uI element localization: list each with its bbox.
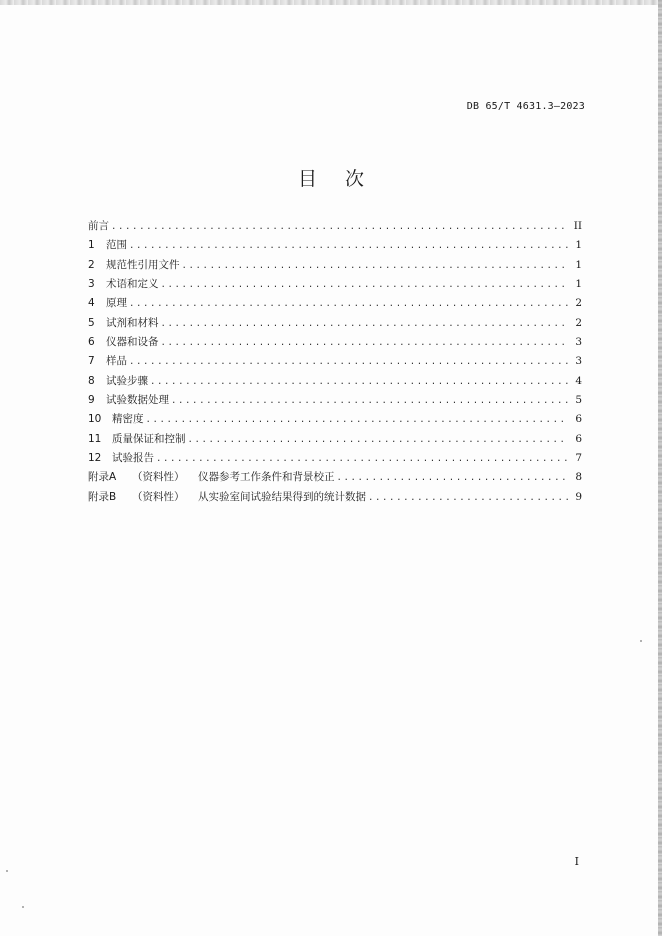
dot-leader (368, 493, 568, 503)
appendix-prefix: 附录A (88, 471, 117, 484)
scan-edge-right (658, 0, 662, 936)
appendix-prefix: 附录B (88, 490, 117, 503)
toc-entry-7[interactable] (88, 353, 582, 372)
toc-entry-number: 9 (88, 394, 95, 407)
toc-entry-page: 2 (575, 297, 582, 310)
toc-entry-label: 术语和定义 (106, 278, 159, 291)
toc-entry-5[interactable] (88, 315, 582, 334)
toc-entry-number: 7 (88, 355, 95, 368)
toc-entry-number: 2 (88, 258, 95, 271)
toc-entry-appendix-b[interactable] (88, 489, 582, 508)
toc-entry-8[interactable] (88, 373, 582, 392)
document-code: DB 65/T 4631.3—2023 (466, 101, 585, 112)
toc-entry-11[interactable] (88, 431, 582, 450)
toc-entry-4[interactable] (88, 295, 582, 314)
toc-entry-page: 8 (575, 471, 582, 484)
toc-entry-label: 试验步骤 (106, 374, 148, 387)
toc-entry-label: 样品 (106, 355, 127, 368)
toc-title: 目次 (297, 168, 392, 190)
toc-entry-page: 2 (575, 316, 582, 329)
toc-entry-page: 1 (575, 278, 582, 291)
appendix-heading (88, 469, 198, 484)
dot-leader (129, 241, 568, 251)
dot-leader (337, 473, 569, 483)
toc-entry-label: 试验数据处理 (106, 394, 169, 407)
toc-entry-number: 1 (88, 239, 95, 252)
toc-entry-number: 8 (88, 374, 95, 387)
dot-leader (146, 415, 569, 425)
toc-entry-label: 试剂和材料 (106, 316, 159, 329)
toc-entry-label: 规范性引用文件 (106, 258, 180, 271)
dot-leader (156, 454, 568, 464)
toc-entry-page: 4 (575, 374, 582, 387)
toc-entry-number: 12 (88, 452, 102, 465)
scan-speck (22, 906, 24, 908)
dot-leader (182, 261, 569, 271)
toc-entry-label: 仪器参考工作条件和背景校正 (198, 471, 335, 484)
toc-entry-page: 7 (575, 452, 582, 465)
toc-entry-label: 从实验室间试验结果得到的统计数据 (198, 490, 366, 503)
dot-leader (188, 435, 569, 445)
dot-leader (161, 319, 569, 329)
toc-entry-label: 前言 (88, 220, 109, 232)
toc-entry-label: 精密度 (112, 413, 144, 426)
dot-leader (171, 396, 568, 406)
toc-entry-page: 3 (575, 336, 582, 349)
toc-entry-page: 1 (575, 239, 582, 252)
toc-entry-12[interactable] (88, 450, 582, 469)
toc-entry-number: 10 (88, 413, 102, 426)
toc-entry-number: 4 (88, 297, 95, 310)
toc-entry-label: 原理 (106, 297, 127, 310)
toc-entry-label: 试验报告 (112, 452, 154, 465)
toc-entry-label: 质量保证和控制 (112, 432, 186, 445)
toc-entry-9[interactable] (88, 392, 582, 411)
toc-entry-number: 3 (88, 278, 95, 291)
dot-leader (161, 338, 569, 348)
toc-entry-page: 6 (575, 432, 582, 445)
toc-entry-10[interactable] (88, 411, 582, 430)
toc-entry-number: 6 (88, 336, 95, 349)
toc-entry-page: II (573, 220, 582, 232)
toc-entry-3[interactable] (88, 276, 582, 295)
toc-entry-page: 6 (575, 413, 582, 426)
table-of-contents (88, 218, 582, 508)
appendix-heading (88, 489, 198, 504)
scan-speck (640, 640, 642, 642)
toc-entry-page: 3 (575, 355, 582, 368)
dot-leader (161, 280, 569, 290)
dot-leader (150, 377, 568, 387)
toc-entry-page: 9 (575, 490, 582, 503)
toc-entry-label: 范围 (106, 239, 127, 252)
appendix-type: （资料性） (132, 490, 185, 503)
toc-entry-number: 5 (88, 316, 95, 329)
toc-entry-1[interactable] (88, 237, 582, 256)
appendix-type: （资料性） (132, 471, 185, 484)
toc-entry-page: 1 (575, 258, 582, 271)
toc-entry-preface[interactable] (88, 218, 582, 237)
scan-speck (6, 870, 8, 872)
toc-entry-page: 5 (575, 394, 582, 407)
scan-edge-top (0, 0, 662, 5)
toc-entry-label: 仪器和设备 (106, 336, 159, 349)
toc-entry-6[interactable] (88, 334, 582, 353)
dot-leader (129, 357, 568, 367)
dot-leader (129, 299, 568, 309)
toc-entry-number: 11 (88, 432, 102, 445)
page-number: I (574, 855, 579, 868)
toc-entry-appendix-a[interactable] (88, 469, 582, 488)
toc-entry-2[interactable] (88, 257, 582, 276)
dot-leader (111, 222, 568, 232)
